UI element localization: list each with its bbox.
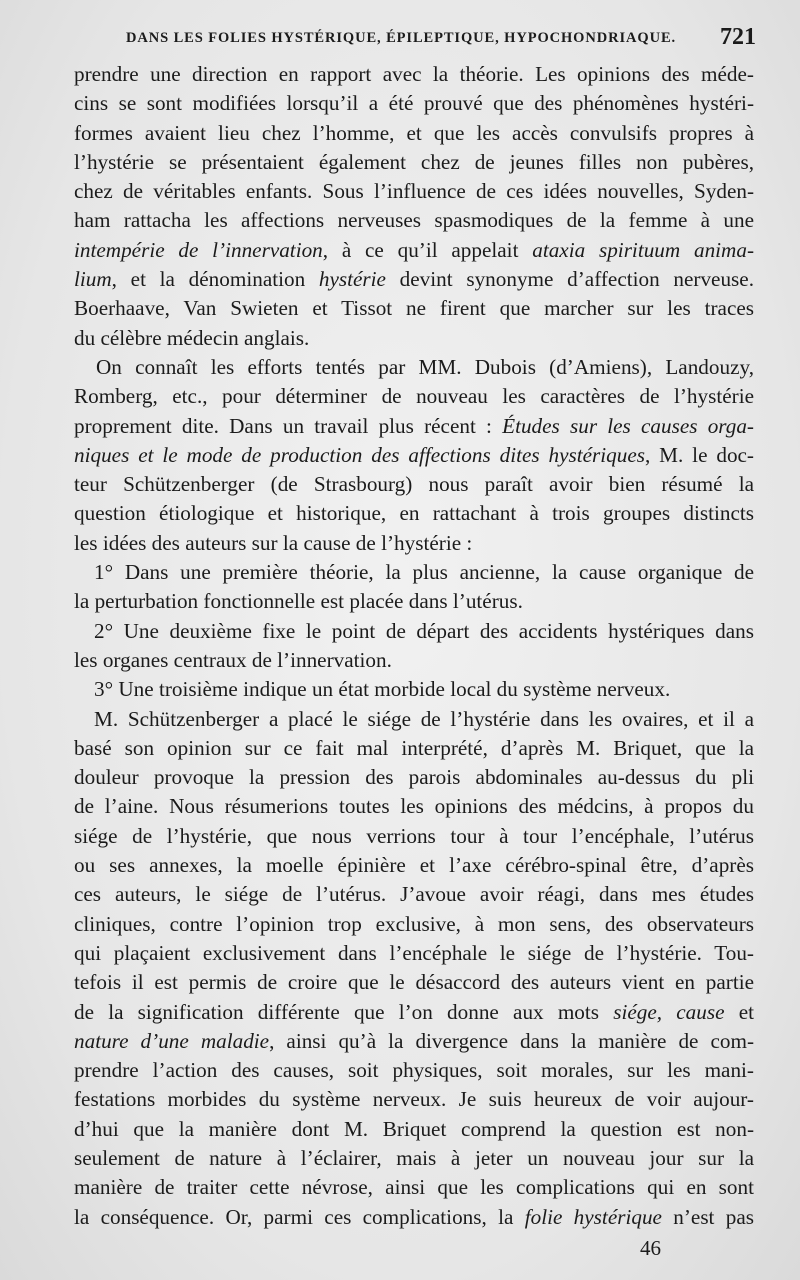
italic-text: siége, cause <box>613 999 725 1024</box>
text-segment: qui plaçaient exclusivement dans l’encéphale le siége de l’hystérie. Tou- <box>74 940 754 965</box>
text-line <box>74 646 754 675</box>
text-line <box>74 119 754 148</box>
text-segment: devint synonyme d’affection nerveuse. <box>385 267 754 292</box>
text-segment: question étiologique et historique, en rattachant à trois groupes distincts <box>74 501 754 526</box>
text-line <box>74 412 754 441</box>
text-line <box>74 265 754 294</box>
text-segment: 3° Une troisième indique un état morbide local du système nerveux. <box>94 677 671 702</box>
text-segment: On connaît les efforts tentés par MM. Dubois (d’Amiens), Landouzy, <box>96 354 754 379</box>
text-segment: formes avaient lieu chez l’homme, et que les accès convulsifs propres à <box>74 120 754 145</box>
text-line <box>74 499 754 528</box>
text-line <box>74 617 754 646</box>
text-segment: Romberg, etc., pour déterminer de nouveau les caractères de l’hystérie <box>74 384 754 409</box>
text-segment: Boerhaave, Van Swieten et Tissot ne firent que marcher sur les traces <box>74 296 754 321</box>
text-line <box>74 470 754 499</box>
text-segment: de l’aine. Nous résumerions toutes les opinions des médcins, à propos du <box>74 794 754 819</box>
text-line <box>74 792 754 821</box>
text-line <box>74 675 754 704</box>
text-segment: basé son opinion sur ce fait mal interprété, d’après M. Briquet, que la <box>74 735 754 760</box>
text-segment: tefois il est permis de croire que le désaccord des auteurs vient en partie <box>74 970 754 995</box>
text-segment: 1° Dans une première théorie, la plus ancienne, la cause organique de <box>94 560 754 585</box>
text-segment: , M. le doc- <box>645 442 754 467</box>
text-line <box>74 441 754 470</box>
text-segment: cins se sont modifiées lorsqu’il a été prouvé que des phénomènes hystéri- <box>74 91 754 116</box>
text-line <box>74 60 754 89</box>
text-segment: de la signification différente que l’on donne aux mots <box>74 999 614 1024</box>
text-segment: , et la dénomination <box>111 267 319 292</box>
text-line <box>74 1056 754 1085</box>
text-segment: d’hui que la manière dont M. Briquet comprend la question est non- <box>74 1116 754 1141</box>
text-segment: cliniques, contre l’opinion trop exclusive, à mon sens, des observateurs <box>74 911 754 936</box>
body-text <box>74 60 754 1232</box>
text-line <box>74 939 754 968</box>
text-segment: l’hystérie se présentaient également chez de jeunes filles non pubères, <box>74 149 754 174</box>
text-segment: proprement dite. Dans un travail plus récent : <box>74 413 503 438</box>
text-segment: seulement de nature à l’éclairer, mais à jeter un nouveau jour sur la <box>74 1145 754 1170</box>
text-segment: les organes centraux de l’innervation. <box>74 647 392 672</box>
text-segment: prendre une direction en rapport avec la théorie. Les opinions des méde- <box>74 62 754 86</box>
text-line <box>74 998 754 1027</box>
text-segment: M. Schützenberger a placé le siége de l’hystérie dans les ovaires, et il a <box>94 706 754 731</box>
text-line <box>74 851 754 880</box>
italic-text: niques et le mode de production des affections dites hystériques <box>74 442 645 467</box>
italic-text: nature d’une maladie <box>74 1028 270 1053</box>
text-segment: prendre l’action des causes, soit physiques, soit morales, sur les mani- <box>74 1058 754 1083</box>
text-line <box>74 382 754 411</box>
text-line <box>74 558 754 587</box>
text-line <box>74 910 754 939</box>
text-segment: , ainsi qu’à la divergence dans la manière de com- <box>269 1028 754 1053</box>
signature-mark: 46 <box>640 1236 661 1260</box>
text-line <box>74 353 754 382</box>
text-line <box>74 734 754 763</box>
text-line <box>74 206 754 235</box>
text-line <box>74 324 754 353</box>
text-line <box>74 1027 754 1056</box>
text-segment: 2° Une deuxième fixe le point de départ des accidents hystériques dans <box>94 618 754 643</box>
text-segment: du célèbre médecin anglais. <box>74 325 310 350</box>
text-line <box>74 822 754 851</box>
text-segment: manière de traiter cette névrose, ainsi que les complications qui en sont <box>74 1175 754 1200</box>
text-segment: les idées des auteurs sur la cause de l’hystérie : <box>74 530 473 555</box>
text-line <box>74 1115 754 1144</box>
text-line <box>74 89 754 118</box>
text-line <box>74 294 754 323</box>
italic-text: intempérie de l’innervation <box>74 237 323 262</box>
text-line <box>74 177 754 206</box>
text-segment: festations morbides du système nerveux. Je suis heureux de voir aujour- <box>74 1087 754 1112</box>
text-segment: , à ce qu’il appelait <box>322 237 533 262</box>
text-segment: ces auteurs, le siége de l’utérus. J’avoue avoir réagi, dans mes études <box>74 882 754 907</box>
text-line <box>74 236 754 265</box>
text-line <box>74 1144 754 1173</box>
text-line <box>74 968 754 997</box>
text-segment: teur Schützenberger (de Strasbourg) nous paraît avoir bien résumé la <box>74 472 754 497</box>
text-segment: ou ses annexes, la moelle épinière et l’axe cérébro-spinal être, d’après <box>74 853 754 878</box>
running-head: DANS LES FOLIES HYSTÉRIQUE, ÉPILEPTIQUE, HYPOCHONDRIAQUE. <box>126 30 677 46</box>
text-segment: la conséquence. Or, parmi ces complications, la <box>74 1204 525 1229</box>
text-line <box>74 880 754 909</box>
text-line <box>74 1085 754 1114</box>
text-line <box>74 529 754 558</box>
text-line <box>74 1173 754 1202</box>
text-line <box>74 763 754 792</box>
text-segment: n’est pas <box>661 1204 755 1229</box>
italic-text: Études sur les causes orga- <box>502 413 754 438</box>
text-line <box>74 705 754 734</box>
italic-text: folie hystérique <box>524 1204 662 1229</box>
text-segment: et <box>724 999 755 1024</box>
text-line <box>74 1203 754 1232</box>
text-segment: chez de véritables enfants. Sous l’influence de ces idées nouvelles, Syden- <box>74 179 754 204</box>
text-segment: douleur provoque la pression des parois abdominales au-dessus du pli <box>74 765 754 790</box>
italic-text: ataxia spirituum anima- <box>532 237 754 262</box>
text-line <box>74 148 754 177</box>
italic-text: hystérie <box>318 267 386 292</box>
text-line <box>74 587 754 616</box>
text-segment: siége de l’hystérie, que nous verrions tour à tour l’encéphale, l’utérus <box>74 823 754 848</box>
text-segment: la perturbation fonctionnelle est placée dans l’utérus. <box>74 589 523 614</box>
italic-text: lium <box>74 267 112 292</box>
text-segment: ham rattacha les affections nerveuses spasmodiques de la femme à une <box>74 208 754 233</box>
page-header <box>126 22 756 58</box>
page-number: 721 <box>720 24 756 50</box>
